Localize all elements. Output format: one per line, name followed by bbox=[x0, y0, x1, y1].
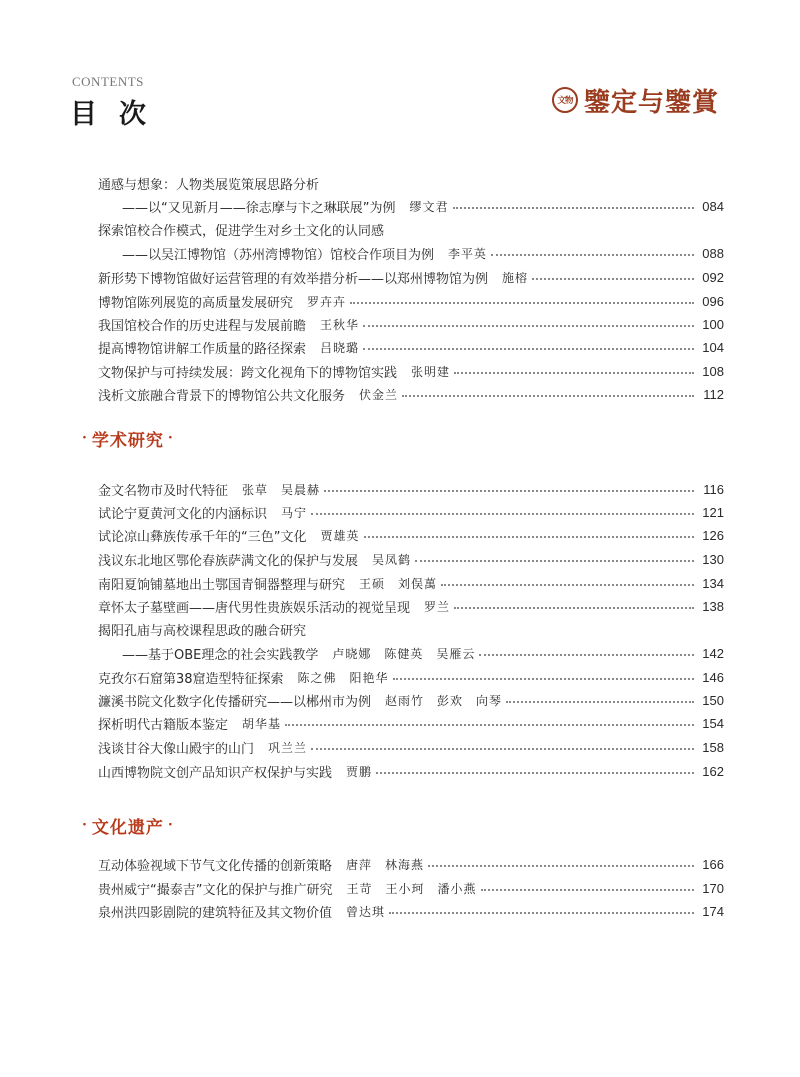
entry-page-number: 146 bbox=[702, 669, 724, 685]
toc-entry[interactable] bbox=[98, 760, 724, 782]
toc-entry[interactable] bbox=[98, 900, 724, 922]
entry-page-number: 100 bbox=[702, 316, 724, 332]
entry-page-number: 104 bbox=[702, 339, 724, 355]
section-heading bbox=[78, 425, 178, 451]
entry-title: ——以“又见新月——徐志摩与卞之琳联展”为例 bbox=[122, 200, 396, 216]
toc-entry[interactable] bbox=[98, 877, 724, 899]
entry-page-number: 162 bbox=[702, 763, 724, 779]
entry-title: 克孜尔石窟第38窟造型特征探索 bbox=[98, 671, 284, 687]
entry-title: 浅谈甘谷大像山殿宇的山门 bbox=[98, 741, 255, 757]
toc-entry[interactable] bbox=[98, 172, 724, 194]
entry-page-number: 092 bbox=[702, 269, 724, 285]
dot-leader bbox=[350, 302, 694, 304]
page-title: 目次 bbox=[70, 99, 168, 130]
entry-page-number: 112 bbox=[703, 386, 724, 402]
entry-title: 浅析文旅融合背景下的博物馆公共文化服务 bbox=[98, 388, 346, 404]
entry-page-number: 158 bbox=[702, 739, 724, 755]
section-heading bbox=[78, 812, 178, 838]
entry-title: 浅议东北地区鄂伦春族萨满文化的保护与发展 bbox=[98, 553, 359, 569]
section-dot-icon: · bbox=[167, 817, 174, 833]
entry-title: 章怀太子墓壁画——唐代男性贵族娱乐活动的视觉呈现 bbox=[98, 600, 411, 616]
toc-entry[interactable] bbox=[122, 642, 724, 664]
dot-leader bbox=[441, 584, 694, 586]
toc-entry[interactable] bbox=[98, 290, 724, 312]
dot-leader bbox=[506, 701, 694, 703]
entry-page-number: 116 bbox=[703, 481, 724, 497]
entry-page-number: 134 bbox=[702, 575, 724, 591]
toc-entry[interactable] bbox=[98, 478, 724, 500]
entry-title: 山西博物院文创产品知识产权保护与实践 bbox=[98, 765, 333, 781]
journal-logo bbox=[552, 82, 732, 118]
entry-author: 王苛 王小珂 潘小燕 bbox=[346, 881, 477, 896]
dot-leader bbox=[454, 372, 694, 374]
toc-entry[interactable] bbox=[98, 618, 724, 640]
entry-title: 互动体验视域下节气文化传播的创新策略 bbox=[98, 858, 333, 874]
dot-leader bbox=[311, 513, 694, 515]
entry-author: 陈之佛 阳艳华 bbox=[297, 670, 389, 685]
toc-entry[interactable] bbox=[98, 712, 724, 734]
entry-author: 张草 吴晨赫 bbox=[242, 482, 321, 497]
toc-entry[interactable] bbox=[98, 383, 724, 405]
entry-author: 马宁 bbox=[281, 505, 308, 520]
entry-author: 罗兰 bbox=[424, 599, 451, 614]
entry-author: 贾雄英 bbox=[320, 528, 360, 543]
entry-page-number: 096 bbox=[702, 293, 724, 309]
entry-author: 施榕 bbox=[502, 270, 529, 285]
entry-author: 王秋华 bbox=[320, 317, 360, 332]
entry-title: 试论宁夏黄河文化的内涵标识 bbox=[98, 506, 268, 522]
dot-leader bbox=[393, 678, 694, 680]
entry-title: ——基于OBE理念的社会实践教学 bbox=[122, 647, 319, 663]
toc-entry[interactable] bbox=[98, 595, 724, 617]
entry-author: 巩兰兰 bbox=[268, 740, 308, 755]
toc-entry[interactable] bbox=[98, 666, 724, 688]
toc-entry[interactable] bbox=[98, 524, 724, 546]
entry-author: 张明建 bbox=[411, 364, 451, 379]
dot-leader bbox=[324, 490, 694, 492]
entry-author: 卢晓娜 陈健英 吴雁云 bbox=[332, 646, 476, 661]
toc-entry[interactable] bbox=[122, 195, 724, 217]
entry-page-number: 084 bbox=[702, 198, 724, 214]
entry-page-number: 138 bbox=[702, 598, 724, 614]
section-heading-label: 文化遗产 bbox=[91, 817, 164, 838]
toc-entry[interactable] bbox=[98, 853, 724, 875]
entry-author: 赵雨竹 彭欢 向琴 bbox=[385, 693, 503, 708]
entry-author: 缪文君 bbox=[409, 199, 449, 214]
toc-entry[interactable] bbox=[98, 360, 724, 382]
entry-page-number: 108 bbox=[702, 363, 724, 379]
entry-page-number: 154 bbox=[702, 715, 724, 731]
toc-entry[interactable] bbox=[98, 501, 724, 523]
section-dot-icon: · bbox=[82, 430, 88, 446]
entry-page-number: 170 bbox=[702, 880, 724, 896]
entry-title: 探索馆校合作模式，促进学生对乡土文化的认同感 bbox=[98, 223, 385, 239]
toc-entry[interactable] bbox=[98, 266, 724, 288]
dot-leader bbox=[428, 865, 694, 867]
dot-leader bbox=[453, 207, 695, 209]
entry-author: 李平英 bbox=[448, 246, 488, 261]
entry-title: 博物馆陈列展览的高质量发展研究 bbox=[98, 295, 294, 311]
entry-page-number: 088 bbox=[702, 245, 724, 261]
section-dot-icon: · bbox=[82, 817, 88, 833]
entry-author: 罗卉卉 bbox=[307, 294, 347, 309]
entry-title: 提高博物馆讲解工作质量的路径探索 bbox=[98, 341, 307, 357]
entry-title: 南阳夏饷铺墓地出土鄂国青铜器整理与研究 bbox=[98, 577, 346, 593]
entry-title: 金文名物市及时代特征 bbox=[98, 483, 229, 499]
entry-author: 胡华基 bbox=[242, 716, 282, 731]
toc-entry[interactable] bbox=[122, 242, 724, 264]
dot-leader bbox=[454, 607, 694, 609]
entry-title: 文物保护与可持续发展：跨文化视角下的博物馆实践 bbox=[98, 365, 398, 381]
section-heading-label: 学术研究 bbox=[91, 430, 164, 451]
toc-entry[interactable] bbox=[98, 736, 724, 758]
toc-entry[interactable] bbox=[98, 313, 724, 335]
toc-entry[interactable] bbox=[98, 218, 724, 240]
entry-title: 新形势下博物馆做好运营管理的有效举措分析——以郑州博物馆为例 bbox=[98, 271, 489, 287]
entry-title: 濂溪书院文化数字化传播研究——以郴州市为例 bbox=[98, 694, 372, 710]
entry-author: 贾鹏 bbox=[346, 764, 373, 779]
entry-author: 唐萍 林海燕 bbox=[346, 857, 425, 872]
entry-author: 伏金兰 bbox=[359, 387, 399, 402]
dot-leader bbox=[285, 724, 694, 726]
toc-entry[interactable] bbox=[98, 689, 724, 711]
toc-entry[interactable] bbox=[98, 548, 724, 570]
dot-leader bbox=[311, 748, 694, 750]
entry-page-number: 174 bbox=[702, 903, 724, 919]
dot-leader bbox=[415, 560, 694, 562]
logo-seal-icon: 文物 bbox=[552, 87, 578, 113]
entry-author: 曾达琪 bbox=[346, 904, 386, 919]
entry-title: 试论凉山彝族传承千年的“三色”文化 bbox=[98, 529, 307, 545]
entry-title: 揭阳孔庙与高校课程思政的融合研究 bbox=[98, 623, 307, 639]
contents-label: CONTENTS bbox=[72, 74, 144, 89]
entry-title: ——以吴江博物馆（苏州湾博物馆）馆校合作项目为例 bbox=[122, 247, 435, 263]
entry-author: 吕晓璐 bbox=[320, 340, 360, 355]
entry-author: 王硕 刘俣萬 bbox=[359, 576, 438, 591]
entry-page-number: 130 bbox=[702, 551, 724, 567]
dot-leader bbox=[376, 772, 694, 774]
dot-leader bbox=[363, 325, 694, 327]
entry-page-number: 166 bbox=[702, 856, 724, 872]
dot-leader bbox=[389, 912, 694, 914]
dot-leader bbox=[364, 536, 695, 538]
toc-entry[interactable] bbox=[98, 336, 724, 358]
logo-text: 鑒定与鑒賞 bbox=[584, 87, 720, 118]
entry-title: 探析明代古籍版本鉴定 bbox=[98, 717, 229, 733]
dot-leader bbox=[481, 889, 695, 891]
entry-title: 我国馆校合作的历史进程与发展前瞻 bbox=[98, 318, 307, 334]
entry-page-number: 126 bbox=[702, 527, 724, 543]
entry-title: 贵州威宁“撮泰吉”文化的保护与推广研究 bbox=[98, 882, 333, 898]
entry-author: 吴凤鹤 bbox=[372, 552, 412, 567]
entry-page-number: 142 bbox=[702, 645, 724, 661]
toc-entry[interactable] bbox=[98, 572, 724, 594]
dot-leader bbox=[363, 348, 694, 350]
entry-page-number: 150 bbox=[702, 692, 724, 708]
entry-title: 通感与想象：人物类展览策展思路分析 bbox=[98, 177, 320, 193]
entry-page-number: 121 bbox=[702, 504, 724, 520]
section-dot-icon: · bbox=[167, 430, 174, 446]
dot-leader bbox=[479, 654, 694, 656]
entry-title: 泉州洪四影剧院的建筑特征及其文物价值 bbox=[98, 905, 333, 921]
dot-leader bbox=[532, 278, 694, 280]
dot-leader bbox=[491, 254, 694, 256]
dot-leader bbox=[402, 395, 694, 397]
